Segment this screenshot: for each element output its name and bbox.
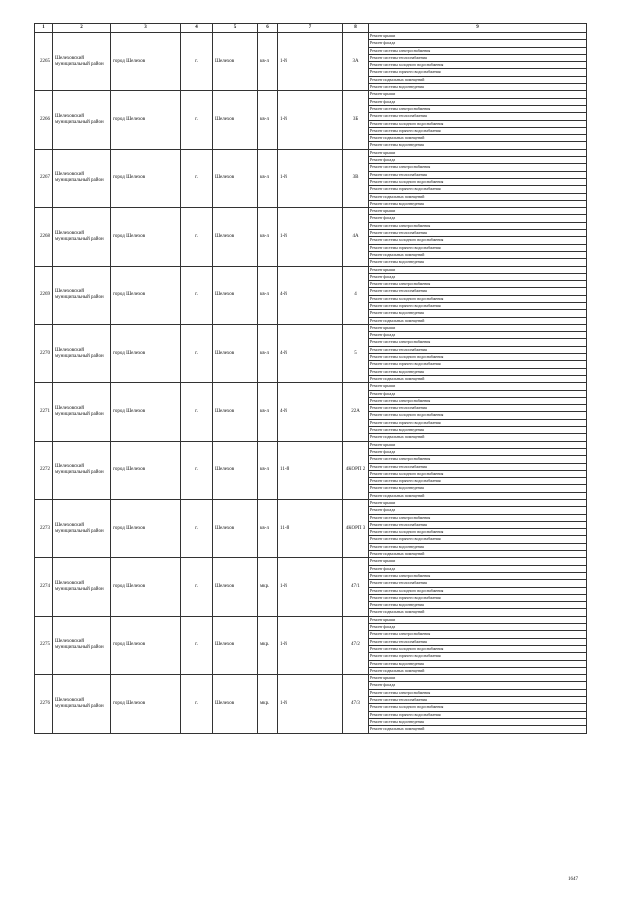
cell-street-type: кв-л [258, 266, 278, 324]
cell-type: г. [181, 558, 213, 616]
cell-settlement: город Шелехов [111, 616, 181, 674]
cell-work-item: Ремонт системы электроснабжения [369, 572, 587, 579]
cell-district: Шелеховский муниципальный район [53, 149, 111, 207]
cell-city: Шелехов [213, 675, 258, 733]
cell-work-item: Ремонт фасада [369, 682, 587, 689]
cell-city: Шелехов [213, 33, 258, 91]
cell-house: 47/2 [343, 616, 369, 674]
cell-street: 1-й [278, 208, 343, 266]
cell-work-item: Ремонт системы холодного водоснабжения [369, 62, 587, 69]
header-cell: 2 [53, 24, 111, 33]
cell-work-item: Ремонт системы горячего водоснабжения [369, 419, 587, 426]
cell-street: 1-й [278, 149, 343, 207]
cell-work-item: Ремонт системы холодного водоснабжения [369, 237, 587, 244]
cell-work-item: Ремонт крыши [369, 324, 587, 331]
cell-street-type: кв-л [258, 500, 278, 558]
header-cell: 9 [369, 24, 587, 33]
cell-work-item: Ремонт системы горячего водоснабжения [369, 69, 587, 76]
cell-work-item: Ремонт подвальных помещений [369, 434, 587, 441]
cell-street: 1-й [278, 675, 343, 733]
cell-street-type: кв-л [258, 441, 278, 499]
cell-work-item: Ремонт системы горячего водоснабжения [369, 653, 587, 660]
cell-work-item: Ремонт системы холодного водоснабжения [369, 704, 587, 711]
cell-work-item: Ремонт системы водоотведения [369, 427, 587, 434]
cell-settlement: город Шелехов [111, 441, 181, 499]
cell-work-item: Ремонт системы горячего водоснабжения [369, 711, 587, 718]
cell-type: г. [181, 441, 213, 499]
cell-type: г. [181, 675, 213, 733]
cell-work-item: Ремонт системы холодного водоснабжения [369, 470, 587, 477]
cell-work-item: Ремонт системы холодного водоснабжения [369, 295, 587, 302]
cell-work-item: Ремонт системы водоотведения [369, 200, 587, 207]
cell-work-item: Ремонт подвальных помещений [369, 551, 587, 558]
cell-street: 4-й [278, 324, 343, 382]
cell-work-item: Ремонт фасада [369, 215, 587, 222]
cell-district: Шелеховский муниципальный район [53, 324, 111, 382]
cell-work-item: Ремонт системы теплоснабжения [369, 230, 587, 237]
cell-work-item: Ремонт системы горячего водоснабжения [369, 536, 587, 543]
cell-work-item: Ремонт системы холодного водоснабжения [369, 354, 587, 361]
cell-work-item: Ремонт системы холодного водоснабжения [369, 412, 587, 419]
cell-num: 2273 [35, 500, 53, 558]
cell-work-item: Ремонт системы холодного водоснабжения [369, 178, 587, 185]
header-cell: 1 [35, 24, 53, 33]
cell-num: 2269 [35, 266, 53, 324]
cell-work-item: Ремонт крыши [369, 383, 587, 390]
cell-num: 2265 [35, 33, 53, 91]
table-row [35, 675, 587, 682]
cell-work-item: Ремонт системы водоотведения [369, 84, 587, 91]
cell-work-item: Ремонт крыши [369, 266, 587, 273]
cell-work-item: Ремонт системы холодного водоснабжения [369, 529, 587, 536]
cell-work-item: Ремонт системы горячего водоснабжения [369, 244, 587, 251]
header-cell: 8 [343, 24, 369, 33]
cell-work-item: Ремонт системы теплоснабжения [369, 580, 587, 587]
cell-city: Шелехов [213, 266, 258, 324]
cell-type: г. [181, 33, 213, 91]
cell-house: 4А [343, 208, 369, 266]
cell-work-item: Ремонт системы горячего водоснабжения [369, 478, 587, 485]
cell-work-item: Ремонт системы горячего водоснабжения [369, 127, 587, 134]
cell-work-item: Ремонт фасада [369, 624, 587, 631]
table-row [35, 616, 587, 623]
cell-work-item: Ремонт системы электроснабжения [369, 105, 587, 112]
cell-work-item: Ремонт фасада [369, 332, 587, 339]
cell-work-item: Ремонт крыши [369, 558, 587, 565]
cell-work-item: Ремонт системы теплоснабжения [369, 638, 587, 645]
cell-settlement: город Шелехов [111, 208, 181, 266]
cell-work-item: Ремонт системы теплоснабжения [369, 113, 587, 120]
cell-work-item: Ремонт подвальных помещений [369, 667, 587, 674]
cell-work-item: Ремонт системы электроснабжения [369, 222, 587, 229]
table-row [35, 33, 587, 40]
cell-work-item: Ремонт подвальных помещений [369, 726, 587, 733]
table-row [35, 266, 587, 273]
capital-repair-table [34, 23, 587, 734]
table-row [35, 500, 587, 507]
cell-house: 3В [343, 149, 369, 207]
cell-work-item: Ремонт подвальных помещений [369, 251, 587, 258]
cell-work-item: Ремонт системы теплоснабжения [369, 463, 587, 470]
cell-street-type: кв-л [258, 149, 278, 207]
cell-house: 5 [343, 324, 369, 382]
header-cell: 4 [181, 24, 213, 33]
cell-num: 2266 [35, 91, 53, 149]
cell-num: 2271 [35, 383, 53, 441]
cell-street: 11-й [278, 500, 343, 558]
cell-work-item: Ремонт системы водоотведения [369, 602, 587, 609]
cell-work-item: Ремонт фасада [369, 40, 587, 47]
cell-house: 4 [343, 266, 369, 324]
register-sheet [34, 23, 586, 734]
cell-city: Шелехов [213, 616, 258, 674]
cell-work-item: Ремонт системы горячего водоснабжения [369, 302, 587, 309]
cell-settlement: город Шелехов [111, 675, 181, 733]
cell-work-item: Ремонт фасада [369, 448, 587, 455]
table-row [35, 149, 587, 156]
cell-work-item: Ремонт системы электроснабжения [369, 689, 587, 696]
cell-work-item: Ремонт системы водоотведения [369, 259, 587, 266]
table-row [35, 91, 587, 98]
cell-district: Шелеховский муниципальный район [53, 558, 111, 616]
cell-street-type: кв-л [258, 33, 278, 91]
cell-street: 4-й [278, 383, 343, 441]
cell-street-type: кв-л [258, 208, 278, 266]
cell-num: 2275 [35, 616, 53, 674]
cell-street: 1-й [278, 91, 343, 149]
cell-work-item: Ремонт системы электроснабжения [369, 397, 587, 404]
cell-settlement: город Шелехов [111, 383, 181, 441]
cell-district: Шелеховский муниципальный район [53, 500, 111, 558]
cell-work-item: Ремонт системы теплоснабжения [369, 54, 587, 61]
cell-street-type: кв-л [258, 91, 278, 149]
cell-city: Шелехов [213, 558, 258, 616]
cell-work-item: Ремонт системы электроснабжения [369, 456, 587, 463]
header-cell: 6 [258, 24, 278, 33]
cell-city: Шелехов [213, 91, 258, 149]
cell-work-item: Ремонт крыши [369, 91, 587, 98]
cell-work-item: Ремонт подвальных помещений [369, 76, 587, 83]
cell-work-item: Ремонт крыши [369, 675, 587, 682]
cell-work-item: Ремонт системы водоотведения [369, 485, 587, 492]
cell-work-item: Ремонт подвальных помещений [369, 609, 587, 616]
cell-street: 11-й [278, 441, 343, 499]
cell-type: г. [181, 616, 213, 674]
cell-work-item: Ремонт крыши [369, 208, 587, 215]
cell-work-item: Ремонт фасада [369, 565, 587, 572]
cell-street-type: кв-л [258, 324, 278, 382]
cell-work-item: Ремонт системы электроснабжения [369, 631, 587, 638]
table-row [35, 558, 587, 565]
cell-work-item: Ремонт системы электроснабжения [369, 164, 587, 171]
cell-district: Шелеховский муниципальный район [53, 616, 111, 674]
cell-work-item: Ремонт крыши [369, 441, 587, 448]
cell-settlement: город Шелехов [111, 324, 181, 382]
cell-work-item: Ремонт системы водоотведения [369, 543, 587, 550]
cell-street: 1-й [278, 33, 343, 91]
cell-settlement: город Шелехов [111, 500, 181, 558]
cell-street-type: кв-л [258, 383, 278, 441]
cell-work-item: Ремонт фасада [369, 98, 587, 105]
table-row [35, 383, 587, 390]
cell-work-item: Ремонт фасада [369, 390, 587, 397]
cell-work-item: Ремонт крыши [369, 616, 587, 623]
cell-work-item: Ремонт системы теплоснабжения [369, 171, 587, 178]
cell-type: г. [181, 383, 213, 441]
cell-work-item: Ремонт системы теплоснабжения [369, 288, 587, 295]
cell-work-item: Ремонт системы водоотведения [369, 660, 587, 667]
cell-city: Шелехов [213, 149, 258, 207]
cell-work-item: Ремонт крыши [369, 149, 587, 156]
cell-work-item: Ремонт системы электроснабжения [369, 281, 587, 288]
cell-district: Шелеховский муниципальный район [53, 675, 111, 733]
cell-num: 2267 [35, 149, 53, 207]
cell-house: 3Б [343, 91, 369, 149]
table-row [35, 324, 587, 331]
cell-city: Шелехов [213, 500, 258, 558]
cell-work-item: Ремонт системы теплоснабжения [369, 697, 587, 704]
cell-street-type: мкр. [258, 616, 278, 674]
cell-work-item: Ремонт подвальных помещений [369, 492, 587, 499]
header-cell: 7 [278, 24, 343, 33]
page-number: 1647 [568, 877, 578, 882]
cell-work-item: Ремонт системы горячего водоснабжения [369, 361, 587, 368]
cell-house: 4КОРП 3 [343, 500, 369, 558]
header-row [35, 24, 587, 33]
header-cell: 3 [111, 24, 181, 33]
cell-work-item: Ремонт системы теплоснабжения [369, 521, 587, 528]
cell-district: Шелеховский муниципальный район [53, 266, 111, 324]
cell-work-item: Ремонт подвальных помещений [369, 317, 587, 324]
cell-work-item: Ремонт подвальных помещений [369, 135, 587, 142]
table-body [35, 33, 587, 734]
cell-work-item: Ремонт системы холодного водоснабжения [369, 120, 587, 127]
cell-num: 2268 [35, 208, 53, 266]
cell-city: Шелехов [213, 383, 258, 441]
cell-work-item: Ремонт системы горячего водоснабжения [369, 594, 587, 601]
header-cell: 5 [213, 24, 258, 33]
cell-work-item: Ремонт системы горячего водоснабжения [369, 186, 587, 193]
cell-type: г. [181, 500, 213, 558]
cell-work-item: Ремонт крыши [369, 33, 587, 40]
cell-district: Шелеховский муниципальный район [53, 208, 111, 266]
cell-work-item: Ремонт системы холодного водоснабжения [369, 587, 587, 594]
cell-house: 47/3 [343, 675, 369, 733]
cell-city: Шелехов [213, 441, 258, 499]
cell-work-item: Ремонт системы электроснабжения [369, 47, 587, 54]
cell-city: Шелехов [213, 324, 258, 382]
cell-type: г. [181, 324, 213, 382]
cell-type: г. [181, 266, 213, 324]
cell-settlement: город Шелехов [111, 91, 181, 149]
cell-work-item: Ремонт системы водоотведения [369, 310, 587, 317]
cell-city: Шелехов [213, 208, 258, 266]
cell-work-item: Ремонт подвальных помещений [369, 375, 587, 382]
cell-street: 1-й [278, 616, 343, 674]
cell-street-type: мкр. [258, 675, 278, 733]
table-row [35, 441, 587, 448]
cell-work-item: Ремонт системы электроснабжения [369, 514, 587, 521]
cell-work-item: Ремонт системы теплоснабжения [369, 346, 587, 353]
cell-work-item: Ремонт фасада [369, 507, 587, 514]
cell-settlement: город Шелехов [111, 266, 181, 324]
cell-work-item: Ремонт крыши [369, 500, 587, 507]
table-row [35, 208, 587, 215]
cell-num: 2274 [35, 558, 53, 616]
cell-work-item: Ремонт системы водоотведения [369, 368, 587, 375]
cell-district: Шелеховский муниципальный район [53, 91, 111, 149]
cell-settlement: город Шелехов [111, 149, 181, 207]
cell-type: г. [181, 91, 213, 149]
cell-district: Шелеховский муниципальный район [53, 33, 111, 91]
cell-settlement: город Шелехов [111, 33, 181, 91]
cell-street: 4-й [278, 266, 343, 324]
cell-house: 47/1 [343, 558, 369, 616]
cell-num: 2270 [35, 324, 53, 382]
cell-work-item: Ремонт фасада [369, 157, 587, 164]
cell-street-type: мкр. [258, 558, 278, 616]
cell-type: г. [181, 208, 213, 266]
cell-work-item: Ремонт системы холодного водоснабжения [369, 645, 587, 652]
cell-house: 4КОРП 2 [343, 441, 369, 499]
cell-work-item: Ремонт подвальных помещений [369, 193, 587, 200]
cell-work-item: Ремонт системы электроснабжения [369, 339, 587, 346]
cell-district: Шелеховский муниципальный район [53, 441, 111, 499]
cell-district: Шелеховский муниципальный район [53, 383, 111, 441]
cell-house: 22А [343, 383, 369, 441]
cell-type: г. [181, 149, 213, 207]
cell-house: 3А [343, 33, 369, 91]
cell-num: 2276 [35, 675, 53, 733]
cell-work-item: Ремонт системы водоотведения [369, 718, 587, 725]
cell-work-item: Ремонт системы водоотведения [369, 142, 587, 149]
cell-work-item: Ремонт системы теплоснабжения [369, 405, 587, 412]
cell-street: 1-й [278, 558, 343, 616]
cell-settlement: город Шелехов [111, 558, 181, 616]
cell-work-item: Ремонт фасада [369, 273, 587, 280]
cell-num: 2272 [35, 441, 53, 499]
